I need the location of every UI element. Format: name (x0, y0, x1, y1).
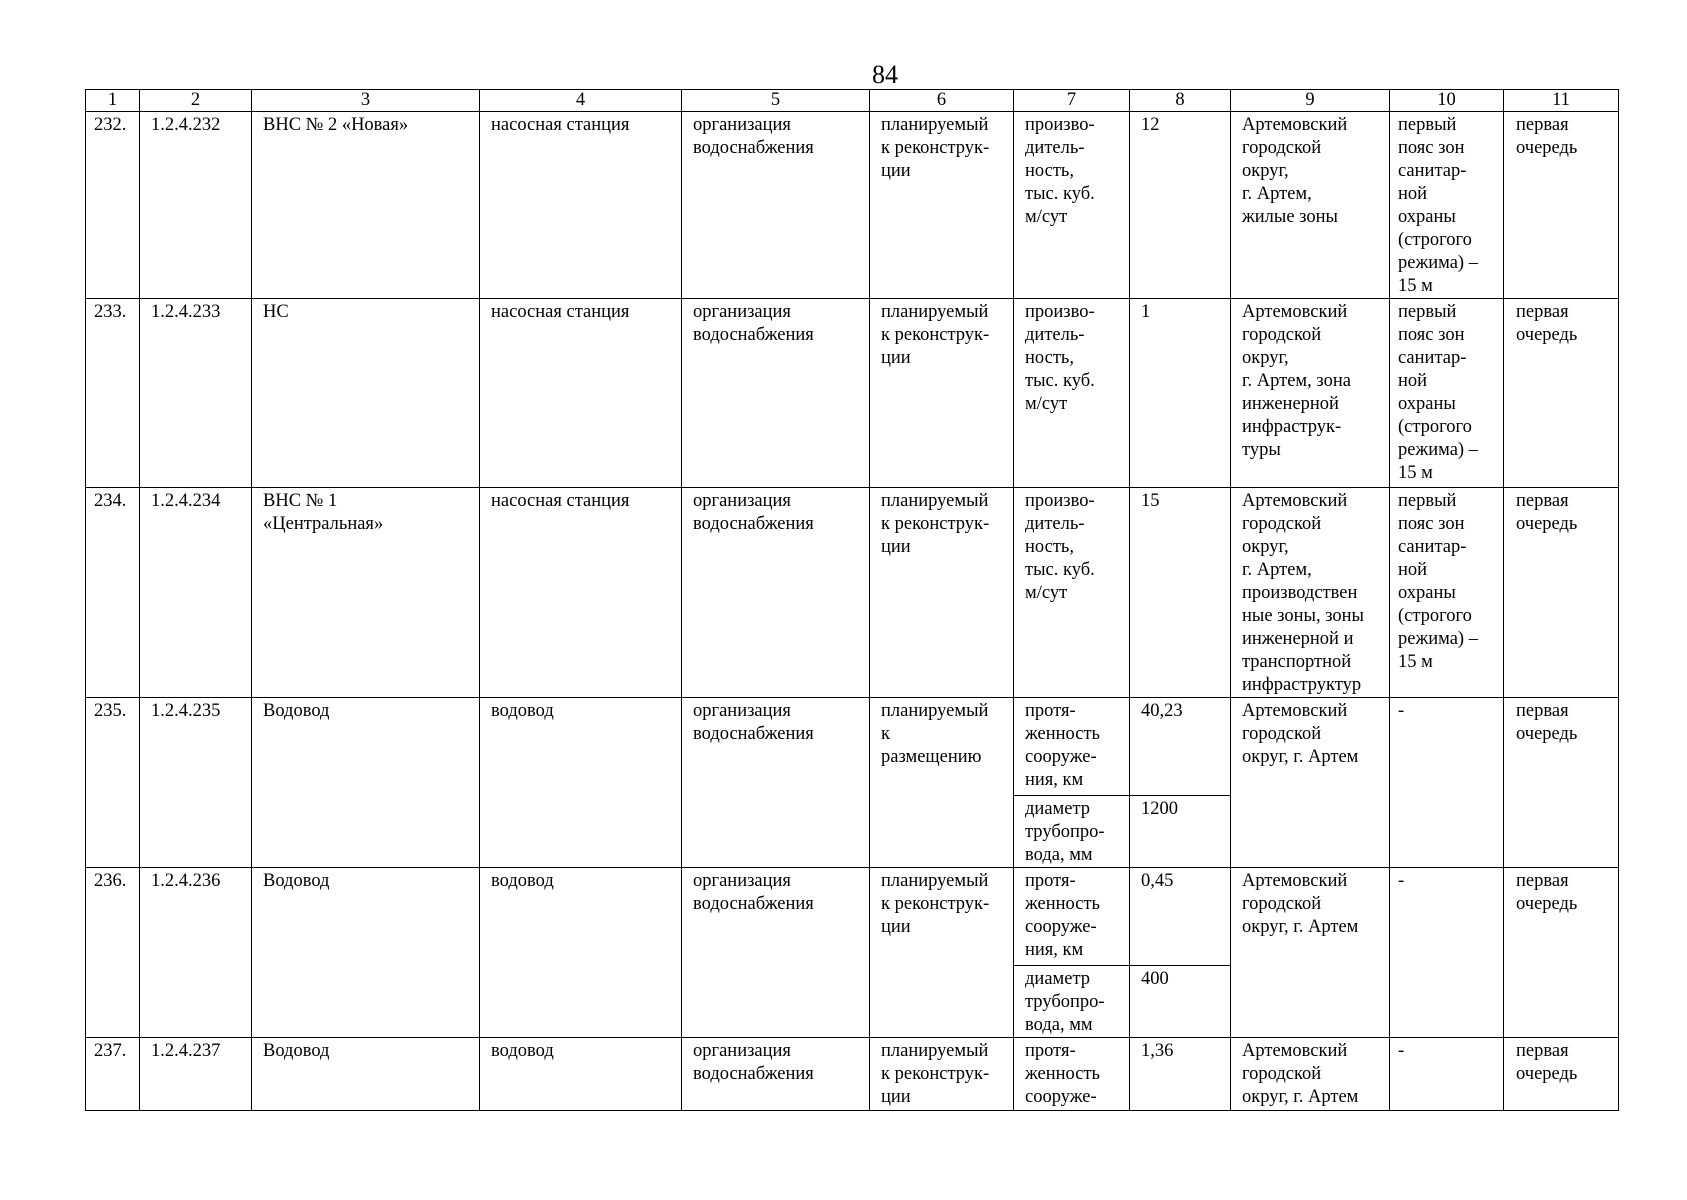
object-purpose: организация водоснабжения (682, 698, 870, 868)
object-zone: - (1390, 1038, 1504, 1111)
object-value-diameter: 1200 (1130, 796, 1231, 868)
table-row (86, 698, 1619, 796)
object-status: планируемый к реконструк- ции (870, 868, 1014, 1038)
object-purpose: организация водоснабжения (682, 299, 870, 488)
object-queue: первая очередь (1504, 488, 1619, 698)
column-number-2: 2 (140, 90, 252, 112)
object-type: насосная станция (480, 488, 682, 698)
object-type: водовод (480, 1038, 682, 1111)
object-characteristic: протя- женность сооруже- ния, км (1014, 868, 1130, 966)
object-characteristic-diameter: диаметр трубопро- вода, мм (1014, 966, 1130, 1038)
object-code: 1.2.4.232 (140, 112, 252, 299)
row-number: 234. (86, 488, 140, 698)
table-header-row (86, 90, 1619, 112)
object-purpose: организация водоснабжения (682, 488, 870, 698)
object-code: 1.2.4.233 (140, 299, 252, 488)
object-value: 12 (1130, 112, 1231, 299)
object-zone: первый пояс зон санитар- ной охраны (строгого режима) – 15 м (1390, 112, 1504, 299)
object-characteristic: протя- женность сооруже- (1014, 1038, 1130, 1111)
table-row (86, 112, 1619, 299)
object-queue: первая очередь (1504, 299, 1619, 488)
object-status: планируемый к реконструк- ции (870, 1038, 1014, 1111)
object-status: планируемый к размещению (870, 698, 1014, 868)
column-number-5: 5 (682, 90, 870, 112)
table-row (86, 299, 1619, 488)
object-characteristic: произво- дитель- ность, тыс. куб. м/сут (1014, 112, 1130, 299)
column-number-1: 1 (86, 90, 140, 112)
column-number-3: 3 (252, 90, 480, 112)
object-queue: первая очередь (1504, 1038, 1619, 1111)
row-number: 237. (86, 1038, 140, 1111)
object-queue: первая очередь (1504, 868, 1619, 1038)
object-code: 1.2.4.236 (140, 868, 252, 1038)
object-name: Водовод (252, 698, 480, 868)
table-row (86, 488, 1619, 698)
object-value: 1,36 (1130, 1038, 1231, 1111)
object-status: планируемый к реконструк- ции (870, 299, 1014, 488)
object-zone: первый пояс зон санитар- ной охраны (строгого режима) – 15 м (1390, 299, 1504, 488)
object-value: 40,23 (1130, 698, 1231, 796)
object-purpose: организация водоснабжения (682, 868, 870, 1038)
object-value: 0,45 (1130, 868, 1231, 966)
object-purpose: организация водоснабжения (682, 112, 870, 299)
object-zone: - (1390, 868, 1504, 1038)
column-number-10: 10 (1390, 90, 1504, 112)
object-queue: первая очередь (1504, 698, 1619, 868)
object-name: НС (252, 299, 480, 488)
object-type: водовод (480, 698, 682, 868)
object-location: Артемовский городской округ, г. Артем (1231, 1038, 1390, 1111)
object-name: ВНС № 2 «Новая» (252, 112, 480, 299)
object-zone: - (1390, 698, 1504, 868)
objects-table (85, 89, 1619, 1111)
column-number-6: 6 (870, 90, 1014, 112)
object-characteristic: произво- дитель- ность, тыс. куб. м/сут (1014, 299, 1130, 488)
column-number-11: 11 (1504, 90, 1619, 112)
row-number: 232. (86, 112, 140, 299)
object-value: 1 (1130, 299, 1231, 488)
column-number-7: 7 (1014, 90, 1130, 112)
object-location: Артемовский городской округ, г. Артем (1231, 698, 1390, 868)
object-name: ВНС № 1 «Центральная» (252, 488, 480, 698)
object-characteristic: протя- женность сооруже- ния, км (1014, 698, 1130, 796)
object-name: Водовод (252, 1038, 480, 1111)
object-value-diameter: 400 (1130, 966, 1231, 1038)
row-number: 233. (86, 299, 140, 488)
object-location: Артемовский городской округ, г. Артем, жилые зоны (1231, 112, 1390, 299)
column-number-9: 9 (1231, 90, 1390, 112)
column-number-8: 8 (1130, 90, 1231, 112)
object-purpose: организация водоснабжения (682, 1038, 870, 1111)
row-number: 235. (86, 698, 140, 868)
object-type: водовод (480, 868, 682, 1038)
object-characteristic: произво- дитель- ность, тыс. куб. м/сут (1014, 488, 1130, 698)
column-number-4: 4 (480, 90, 682, 112)
object-value: 15 (1130, 488, 1231, 698)
object-location: Артемовский городской округ, г. Артем (1231, 868, 1390, 1038)
object-location: Артемовский городской округ, г. Артем, зона инженерной инфраструк- туры (1231, 299, 1390, 488)
object-type: насосная станция (480, 112, 682, 299)
object-code: 1.2.4.237 (140, 1038, 252, 1111)
row-number: 236. (86, 868, 140, 1038)
object-zone: первый пояс зон санитар- ной охраны (строгого режима) – 15 м (1390, 488, 1504, 698)
object-status: планируемый к реконструк- ции (870, 112, 1014, 299)
table-row (86, 868, 1619, 966)
object-queue: первая очередь (1504, 112, 1619, 299)
object-code: 1.2.4.235 (140, 698, 252, 868)
object-code: 1.2.4.234 (140, 488, 252, 698)
object-characteristic-diameter: диаметр трубопро- вода, мм (1014, 796, 1130, 868)
object-name: Водовод (252, 868, 480, 1038)
page-number: 84 (872, 60, 898, 89)
table-row (86, 1038, 1619, 1111)
object-status: планируемый к реконструк- ции (870, 488, 1014, 698)
object-type: насосная станция (480, 299, 682, 488)
object-location: Артемовский городской округ, г. Артем, производствен ные зоны, зоны инженерной и транспортной инфраструктур (1231, 488, 1390, 698)
